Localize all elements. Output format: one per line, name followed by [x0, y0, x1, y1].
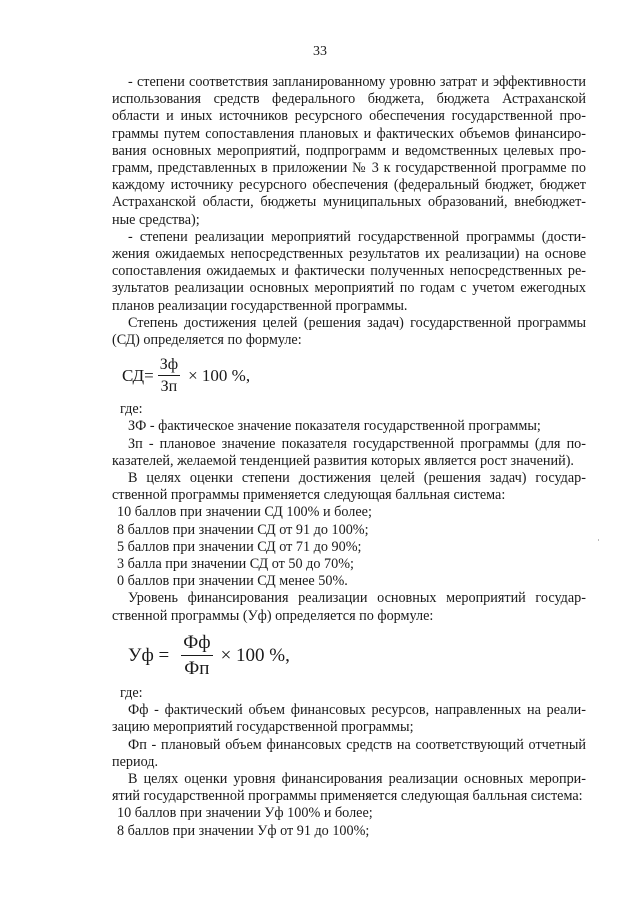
page-number: 33: [313, 44, 327, 59]
scan-speck: [598, 539, 599, 541]
paragraph-uf-intro: Уровень финансирования реализации основных мероприятий государственной программы (Уф) определяется по формуле:: [112, 590, 586, 624]
score-sd-item: 5 баллов при значении СД от 71 до 90%;: [117, 538, 362, 555]
paragraph-sd-intro: Степень достижения целей (решения задач) государственной программы (СД) определяется по формуле:: [112, 314, 586, 349]
score-sd-item: 0 баллов при значении СД менее 50%.: [117, 573, 348, 590]
formula-sd-fraction: [158, 356, 180, 396]
score-sd-item: 3 балла при значении СД от 50 до 70%;: [117, 556, 354, 573]
formula-sd-denominator: Зп: [160, 378, 178, 396]
where-label-1: где:: [120, 401, 143, 418]
paragraph-cost-efficiency: - степени соответствия запланированному уровню затрат и эффективности использования средств федерального бюджета, бюджета Астраханской области и иных источников ресурсного обеспечения государственной программы путем сопоставления плановых и фактических объемов финансирования основных мероприятий, подпрограмм и ведомственных целевых программ, представленных в приложении № 3 к государственной программе по каждому источнику ресурсного обеспечения (федеральный бюджет, бюджет Астраханской области, бюджеты муниципальных образований, внебюджетные средства);: [112, 74, 586, 228]
page-body: [112, 74, 586, 840]
formula-uf-numerator: Фф: [181, 632, 212, 656]
formula-uf-denominator: Фп: [184, 657, 210, 679]
formula-sd-equals: =: [144, 366, 154, 386]
paragraph-sd-scoring-intro: В целях оценки степени достижения целей (решения задач) государственной программы применяется следующая балльная система:: [112, 470, 586, 504]
formula-uf: [112, 627, 586, 685]
formula-sd: [112, 351, 586, 401]
score-sd-item: 8 баллов при значении СД от 91 до 100%;: [117, 521, 369, 538]
formula-uf-fraction: [181, 632, 212, 680]
definition-zf: ЗФ - фактическое значение показателя государственной программы;: [128, 418, 541, 435]
definition-ff: Фф - фактический объем финансовых ресурсов, направленных на реализацию мероприятий государственной программы;: [112, 702, 586, 736]
formula-sd-numerator: Зф: [158, 356, 180, 376]
score-uf-item: 8 баллов при значении Уф от 91 до 100%;: [117, 822, 370, 839]
score-sd-item: 10 баллов при значении СД 100% и более;: [117, 504, 372, 521]
formula-uf-lhs: Уф =: [128, 644, 170, 666]
paragraph-measures-implementation: - степени реализации мероприятий государственной программы (достижения ожидаемых непосредственных результатов их реализации) на основе сопоставления ожидаемых и фактически полученных непосредственных результатов реализации основных мероприятий по годам с учетом ежегодных планов реализации государственной программы.: [112, 228, 586, 314]
formula-sd-lhs: СД: [122, 366, 145, 386]
formula-uf-multiplier: × 100 %,: [220, 644, 290, 666]
score-uf-item: 10 баллов при значении Уф 100% и более;: [117, 805, 373, 822]
paragraph-uf-scoring-intro: В целях оценки уровня финансирования реализации основных мероприятий государственной программы применяется следующая балльная система:: [112, 770, 586, 805]
definition-zp: Зп - плановое значение показателя государственной программы (для показателей, желаемой тенденцией развития которых является рост значений).: [112, 435, 586, 469]
formula-sd-multiplier: × 100 %,: [188, 366, 251, 386]
where-label-2: где:: [120, 684, 143, 701]
definition-fp: Фп - плановый объем финансовых средств на соответствующий отчетный период.: [112, 736, 586, 770]
